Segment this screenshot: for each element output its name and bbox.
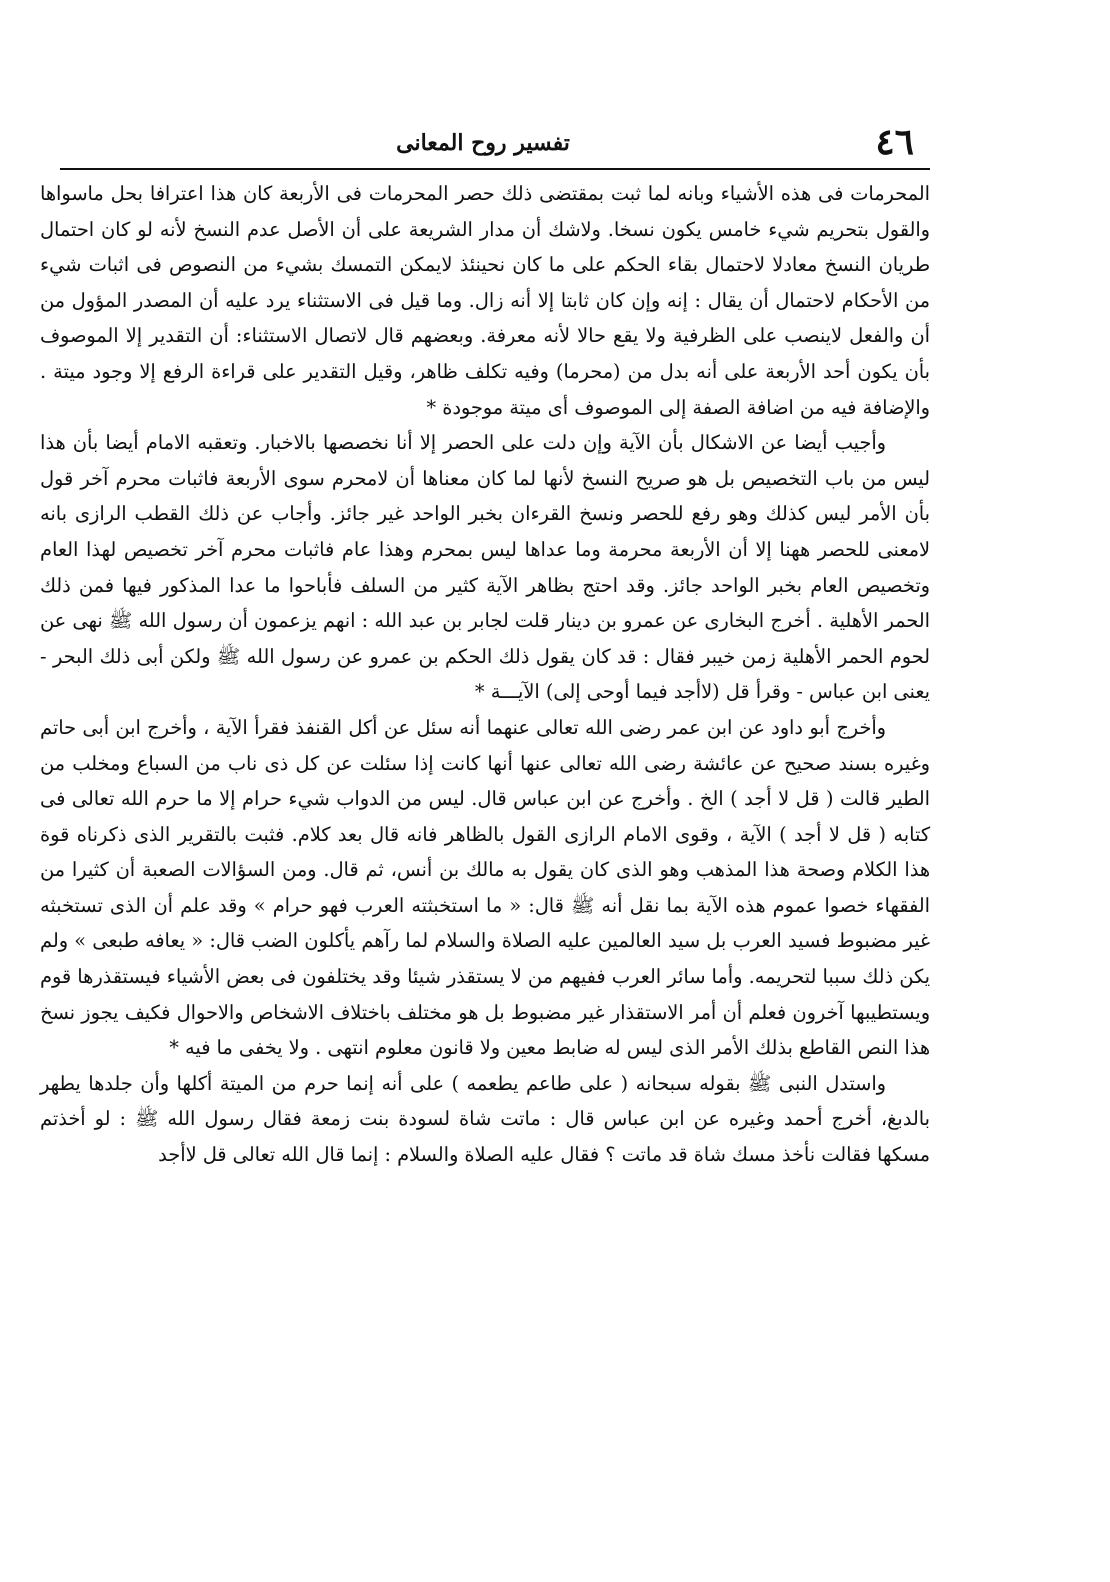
body-text [40, 176, 930, 1173]
header-rule [60, 168, 930, 170]
running-title: تفسير روح المعانى [396, 130, 570, 156]
page-number: ٤٦ [875, 121, 914, 163]
paragraph: المحرمات فى هذه الأشياء وبانه لما ثبت بمقتضى ذلك حصر المحرمات فى الأربعة كان هذا اعترافا بحل ماسواها والقول بتحريم شيء خامس يكون نسخا. ولاشك أن مدار الشريعة على أن الأصل عدم النسخ لأنه لو كان احتمال طريان النسخ معادلا لاحتمال بقاء الحكم على ما كان نحينئذ لايمكن التمسك بشيء من النصوص فى اثبات شيء من الأحكام لاحتمال أن يقال : إنه وإن كان ثابتا إلا أنه زال. وما قيل فى الاستثناء يرد عليه أن المصدر المؤول من أن والفعل لاينصب على الظرفية ولا يقع حالا لأنه معرفة. وبعضهم قال لاتصال الاستثناء: أن التقدير إلا الموصوف بأن يكون أحد الأربعة على أنه بدل من (محرما) وفيه تكلف ظاهر، وقيل التقدير على قراءة الرفع إلا وجود ميتة . والإضافة فيه من اضافة الصفة إلى الموصوف أى ميتة موجودة * [40, 182, 930, 419]
paragraph: وأخرج أبو داود عن ابن عمر رضى الله تعالى عنهما أنه سئل عن أكل القنفذ فقرأ الآية ، وأخرج ابن أبى حاتم وغيره بسند صحيح عن عائشة رضى الله تعالى عنها أنها كانت إذا سئلت عن كل ذى ناب من السباع ومخلب من الطير قالت ( قل لا أجد ) الخ . وأخرج عن ابن عباس قال. ليس من الدواب شيء حرام إلا ما حرم الله تعالى فى كتابه ( قل لا أجد ) الآية ، وقوى الامام الرازى القول بالظاهر فانه قال بعد كلام. فثبت بالتقرير الذى ذكرناه قوة هذا الكلام وصحة هذا المذهب وهو الذى كان يقول به مالك بن أنس، ثم قال. ومن السؤالات الصعبة أن كثيرا من الفقهاء خصوا عموم هذه الآية بما نقل أنه ﷺ قال: « ما استخبثته العرب فهو حرام » وقد علم أن الذى تستخبثه غير مضبوط فسيد العرب بل سيد العالمين عليه الصلاة والسلام لما رآهم يأكلون الضب قال: « يعافه طبعى » ولم يكن ذلك سببا لتحريمه. وأما سائر العرب ففيهم من لا يستقذر شيئا وقد يختلفون فى بعض الأشياء فيستقذرها قوم ويستطيبها آخرون فعلم أن أمر الاستقذار غير مضبوط بل هو مختلف باختلاف الاشخاص والاحوال فكيف يجوز نسخ هذا النص القاطع بذلك الأمر الذى ليس له ضابط معين ولا قانون معلوم انتهى . ولا يخفى ما فيه * [40, 715, 930, 1060]
page-header [48, 120, 918, 166]
paragraph: وأجيب أيضا عن الاشكال بأن الآية وإن دلت على الحصر إلا أنا نخصصها بالاخبار. وتعقبه الامام أيضا بأن هذا ليس من باب التخصيص بل هو صريح النسخ لأنها لما كان معناها أن لامحرم سوى الأربعة فاثبات محرم آخر قول بأن الأمر ليس كذلك وهو رفع للحصر ونسخ القرءان بخبر الواحد غير جائز. وأجاب عن ذلك القطب الرازى بانه لامعنى للحصر ههنا إلا أن الأربعة محرمة وما عداها ليس بمحرم وهذا عام فاثبات محرم آخر تخصيص لهذا العام وتخصيص العام بخبر الواحد جائز. وقد احتج بظاهر الآية كثير من السلف فأباحوا ما عدا المذكور فيها فمن ذلك الحمر الأهلية . أخرج البخارى عن عمرو بن دينار قلت لجابر بن عبد الله : انهم يزعمون أن رسول الله ﷺ نهى عن لحوم الحمر الأهلية زمن خيبر فقال : قد كان يقول ذلك الحكم بن عمرو عن رسول الله ﷺ ولكن أبى ذلك البحر - يعنى ابن عباس - وقرأ قل (لاأجد فيما أوحى إلى) الآيـــة * [40, 431, 930, 704]
paragraph: واستدل النبى ﷺ بقوله سبحانه ( على طاعم يطعمه ) على أنه إنما حرم من الميتة أكلها وأن جلدها يطهر بالدبغ، أخرج أحمد وغيره عن ابن عباس قال : ماتت شاة لسودة بنت زمعة فقال رسول الله ﷺ : لو أخذتم مسكها فقالت نأخذ مسك شاة قد ماتت ؟ فقال عليه الصلاة والسلام : إنما قال الله تعالى قل لاأجد [40, 1071, 930, 1167]
